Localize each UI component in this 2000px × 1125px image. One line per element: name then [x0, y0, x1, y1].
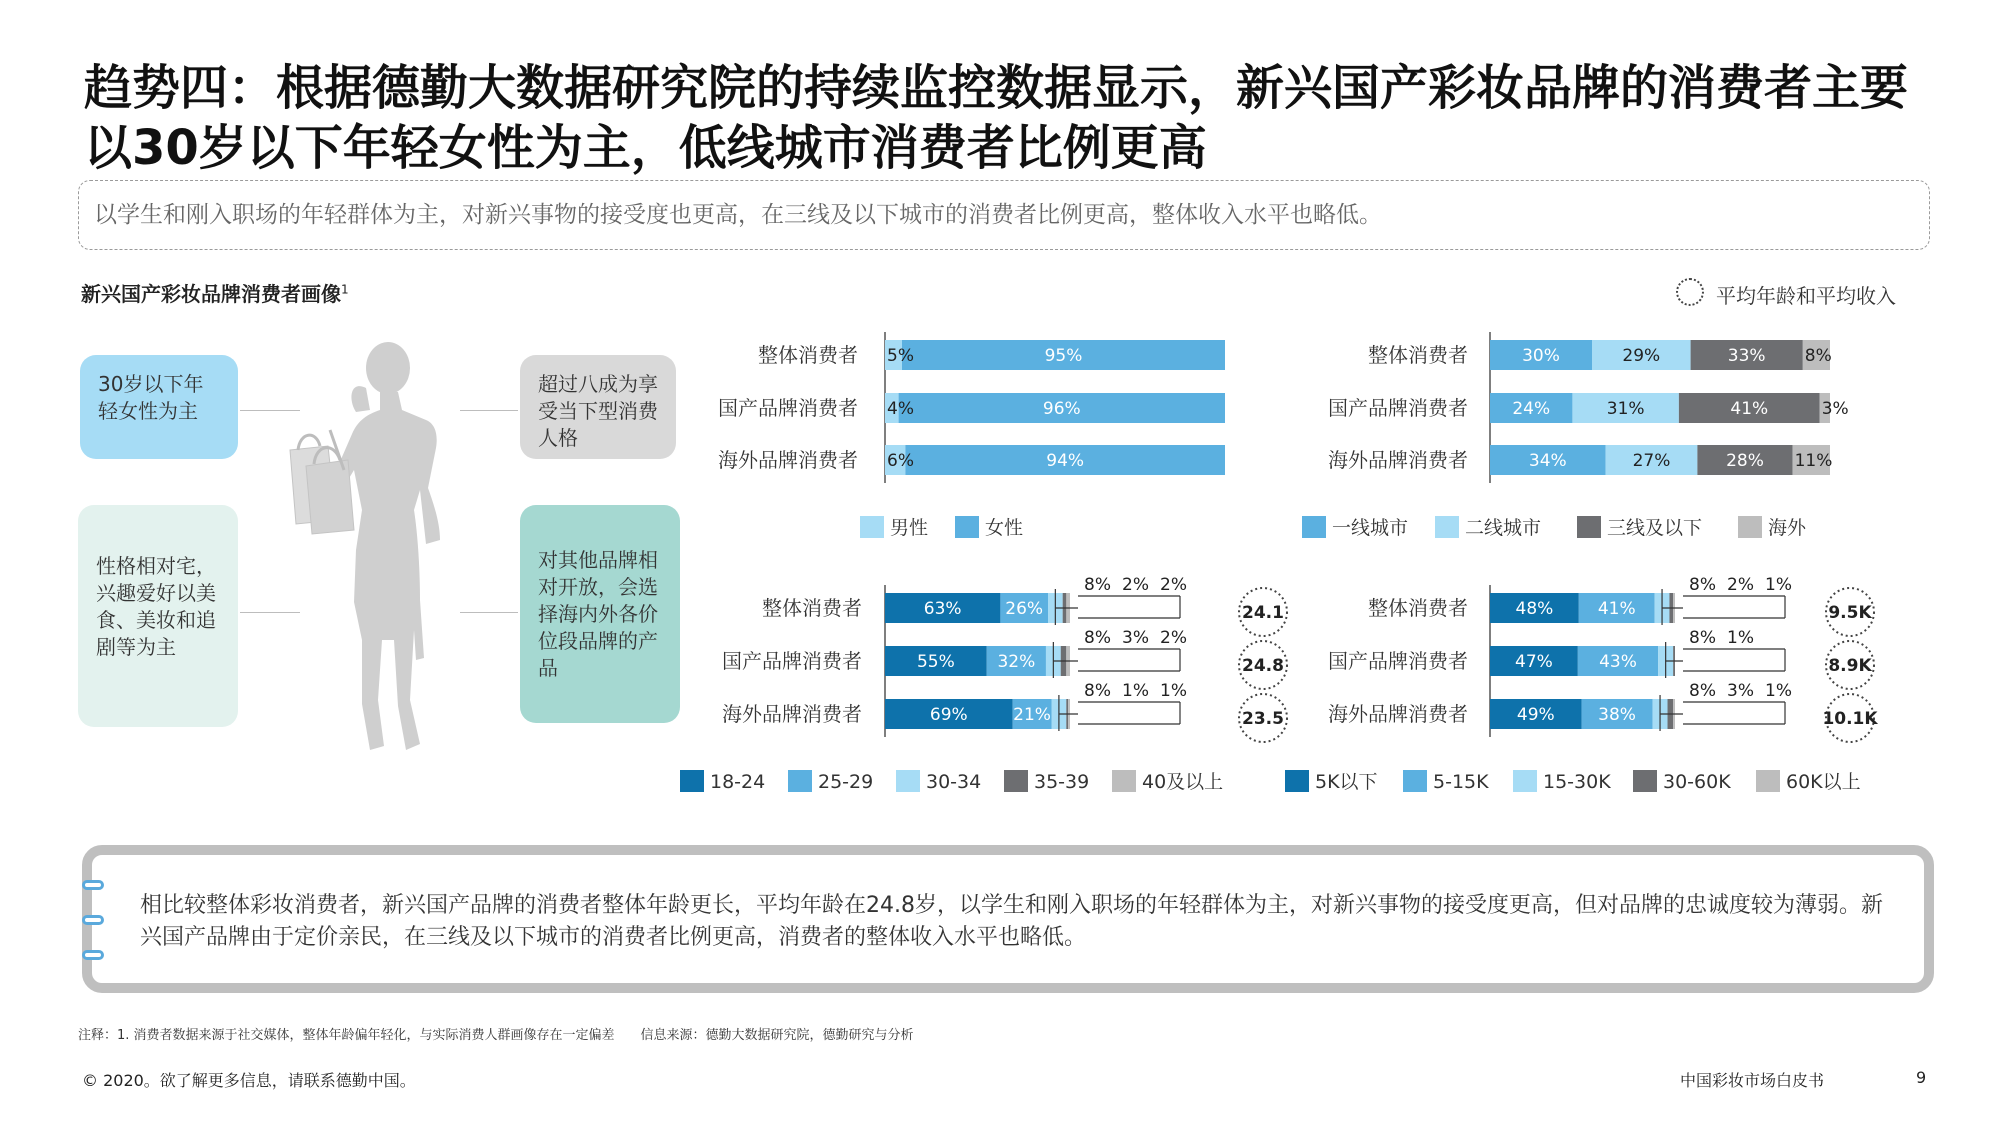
data-label: 27% [1632, 451, 1671, 471]
section-label-text: 新兴国产彩妆品牌消费者画像 [81, 282, 341, 306]
average-value: 24.1 [1242, 603, 1284, 623]
data-label: 2% [1122, 575, 1149, 595]
data-label: 43% [1599, 652, 1637, 672]
average-value: 24.8 [1242, 656, 1284, 676]
persona-box-consumption: 超过八成为享受当下型消费人格 [520, 355, 676, 459]
data-label: 8% [1689, 575, 1716, 595]
category-label: 整体消费者 [758, 343, 858, 367]
legend-swatch [1577, 516, 1601, 538]
legend-swatch [1403, 770, 1427, 792]
legend-swatch [860, 516, 884, 538]
page-title: 趋势四：根据德勤大数据研究院的持续监控数据显示，新兴国产彩妆品牌的消费者主要以30岁以下年轻女性为主，低线城市消费者比例更高 [84, 60, 1909, 176]
data-label: 24% [1512, 399, 1551, 419]
data-label: 28% [1726, 451, 1764, 471]
report-name: 中国彩妆市场白皮书 [1680, 1071, 1825, 1090]
copyright: © 2020。欲了解更多信息，请联系德勤中国。 [82, 1071, 416, 1090]
legend-label: 18-24 [710, 771, 766, 793]
legend-label: 5-15K [1433, 771, 1489, 793]
legend-swatch [1756, 770, 1780, 792]
data-label: 8% [1689, 628, 1716, 648]
data-label: 8% [1689, 681, 1716, 701]
category-label: 整体消费者 [1368, 596, 1468, 620]
average-value: 10.1K [1822, 709, 1878, 729]
legend-label: 5K以下 [1315, 771, 1378, 793]
data-label: 29% [1622, 346, 1661, 366]
legend-label: 25-29 [818, 771, 874, 793]
data-label: 1% [1727, 628, 1754, 648]
legend-swatch [1112, 770, 1136, 792]
page-number: 9 [1916, 1068, 1927, 1087]
persona-box-personality: 性格相对宅，兴趣爱好以美食、美妆和追剧等为主 [78, 505, 238, 727]
avg-legend-label: 平均年龄和平均收入 [1716, 284, 1896, 308]
chart-gender [718, 332, 1225, 539]
category-label: 海外品牌消费者 [718, 448, 858, 472]
data-label: 2% [1160, 575, 1187, 595]
legend-swatch [1004, 770, 1028, 792]
data-label: 8% [1804, 346, 1832, 366]
data-label: 33% [1727, 346, 1766, 366]
data-label: 49% [1516, 705, 1555, 725]
data-label: 11% [1794, 451, 1833, 471]
data-label: 55% [916, 652, 955, 672]
data-label: 1% [1160, 681, 1187, 701]
legend-swatch [1738, 516, 1762, 538]
data-label: 41% [1730, 399, 1769, 419]
legend-label: 女性 [985, 517, 1024, 539]
data-label: 5% [887, 346, 914, 366]
binder-ring-icon [82, 915, 104, 925]
data-label: 8% [1084, 575, 1111, 595]
legend-swatch [896, 770, 920, 792]
data-label: 41% [1597, 599, 1636, 619]
legend-swatch [1435, 516, 1459, 538]
category-label: 国产品牌消费者 [722, 649, 862, 673]
summary-text: 相比较整体彩妆消费者，新兴国产品牌的消费者整体年龄更长，平均年龄在24.8岁，以学生和刚入职场的年轻群体为主，对新兴事物的接受度更高，但对品牌的忠诚度较为薄弱。新兴国产品牌由于定价亲民，在三线及以下城市的消费者比例更高，消费者的整体收入水平也略低。 [140, 893, 1883, 950]
data-label: 94% [1046, 451, 1085, 471]
legend-label: 30-34 [926, 771, 982, 793]
legend-swatch [680, 770, 704, 792]
legend-swatch [1285, 770, 1309, 792]
legend-swatch [1302, 516, 1326, 538]
footnote-marker: 1 [341, 282, 349, 297]
category-label: 海外品牌消费者 [1328, 702, 1468, 726]
subtitle: 以学生和刚入职场的年轻群体为主，对新兴事物的接受度也更高，在三线及以下城市的消费者比例更高，整体收入水平也略低。 [94, 202, 1382, 228]
data-label: 30% [1522, 346, 1560, 366]
data-label: 6% [887, 451, 914, 471]
data-label: 47% [1515, 652, 1553, 672]
legend-label: 男性 [890, 517, 929, 539]
data-label: 2% [1727, 575, 1754, 595]
legend-swatch [1513, 770, 1537, 792]
average-value: 23.5 [1242, 709, 1284, 729]
data-label: 3% [1821, 399, 1849, 419]
data-label: 1% [1122, 681, 1149, 701]
category-label: 国产品牌消费者 [1328, 649, 1468, 673]
legend-label: 30-60K [1663, 771, 1731, 793]
data-label: 8% [1084, 681, 1111, 701]
legend-label: 60K以上 [1786, 771, 1861, 793]
average-value: 9.5K [1828, 603, 1872, 623]
data-label: 8% [1084, 628, 1111, 648]
binder-ring-icon [82, 950, 104, 960]
data-label: 2% [1160, 628, 1187, 648]
data-label: 95% [1044, 346, 1083, 366]
legend-label: 二线城市 [1465, 517, 1542, 539]
category-label: 海外品牌消费者 [722, 702, 862, 726]
data-label: 31% [1606, 399, 1645, 419]
data-label: 4% [887, 399, 914, 419]
legend-label: 15-30K [1543, 771, 1611, 793]
legend-label: 40及以上 [1142, 771, 1224, 793]
category-label: 海外品牌消费者 [1328, 448, 1468, 472]
data-label: 48% [1515, 599, 1554, 619]
persona-box-openness: 对其他品牌相对开放，会选择海内外各价位段品牌的产品 [520, 505, 680, 723]
chart-city [1302, 332, 1849, 539]
category-label: 整体消费者 [762, 596, 862, 620]
data-label: 69% [929, 705, 968, 725]
data-label: 3% [1727, 681, 1754, 701]
legend-swatch [788, 770, 812, 792]
data-label: 3% [1122, 628, 1149, 648]
category-label: 国产品牌消费者 [718, 396, 858, 420]
data-label: 96% [1042, 399, 1081, 419]
persona-box-young-female: 30岁以下年轻女性为主 [80, 355, 238, 459]
average-value: 8.9K [1828, 656, 1872, 676]
data-label: 26% [1005, 599, 1044, 619]
data-label: 34% [1528, 451, 1567, 471]
legend-swatch [955, 516, 979, 538]
data-label: 63% [923, 599, 962, 619]
legend-label: 一线城市 [1332, 517, 1409, 539]
footnote: 注释：1. 消费者数据来源于社交媒体，整体年龄偏年轻化，与实际消费人群画像存在一定偏差 信息来源：德勤大数据研究院，德勤研究与分析 [78, 1028, 914, 1043]
data-label: 1% [1765, 575, 1792, 595]
legend-label: 三线及以下 [1607, 517, 1703, 539]
chart-age [680, 575, 1287, 793]
data-label: 32% [997, 652, 1036, 672]
legend-swatch [1633, 770, 1657, 792]
data-label: 1% [1765, 681, 1792, 701]
legend-label: 海外 [1768, 517, 1807, 539]
binder-ring-icon [82, 880, 104, 890]
category-label: 整体消费者 [1368, 343, 1468, 367]
legend-label: 35-39 [1034, 771, 1090, 793]
data-label: 38% [1598, 705, 1636, 725]
chart-income [1285, 575, 1878, 793]
category-label: 国产品牌消费者 [1328, 396, 1468, 420]
data-label: 21% [1013, 705, 1051, 725]
